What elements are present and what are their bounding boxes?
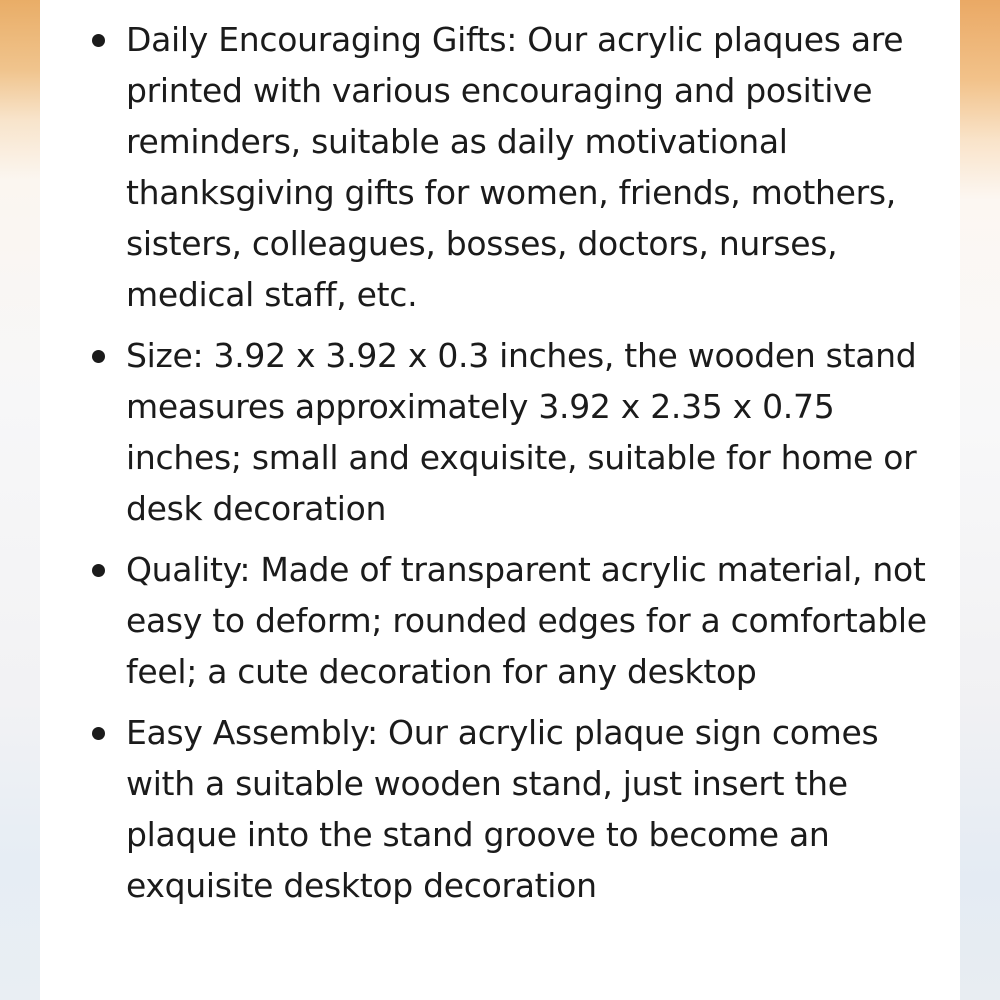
background-edge-right bbox=[960, 0, 1000, 1000]
bullet-icon bbox=[92, 350, 105, 363]
feature-item-quality bbox=[40, 544, 940, 697]
bullet-icon bbox=[92, 727, 105, 740]
background-edge-left bbox=[0, 0, 40, 1000]
bullet-icon bbox=[92, 34, 105, 47]
feature-text: Size: 3.92 x 3.92 x 0.3 inches, the wooden stand measures approximately 3.92 x 2.35 x 0.75 inches; small and exquisite, suitable for home or desk decoration bbox=[126, 336, 917, 528]
bullet-icon bbox=[92, 564, 105, 577]
feature-text: Quality: Made of transparent acrylic material, not easy to deform; rounded edges for a comfortable feel; a cute decoration for any desktop bbox=[126, 550, 927, 691]
feature-item-easy-assembly bbox=[40, 707, 940, 911]
feature-item-size bbox=[40, 330, 940, 534]
feature-text: Daily Encouraging Gifts: Our acrylic plaques are printed with various encouraging and positive reminders, suitable as daily motivational thanksgiving gifts for women, friends, mothers, sisters, colleagues, bosses, doctors, nurses, medical staff, etc. bbox=[126, 20, 904, 314]
product-description-panel bbox=[40, 0, 960, 1000]
feature-bullet-list bbox=[40, 14, 940, 921]
feature-item-encouraging-gifts bbox=[40, 14, 940, 320]
feature-text: Easy Assembly: Our acrylic plaque sign comes with a suitable wooden stand, just insert the plaque into the stand groove to become an exquisite desktop decoration bbox=[126, 713, 879, 905]
